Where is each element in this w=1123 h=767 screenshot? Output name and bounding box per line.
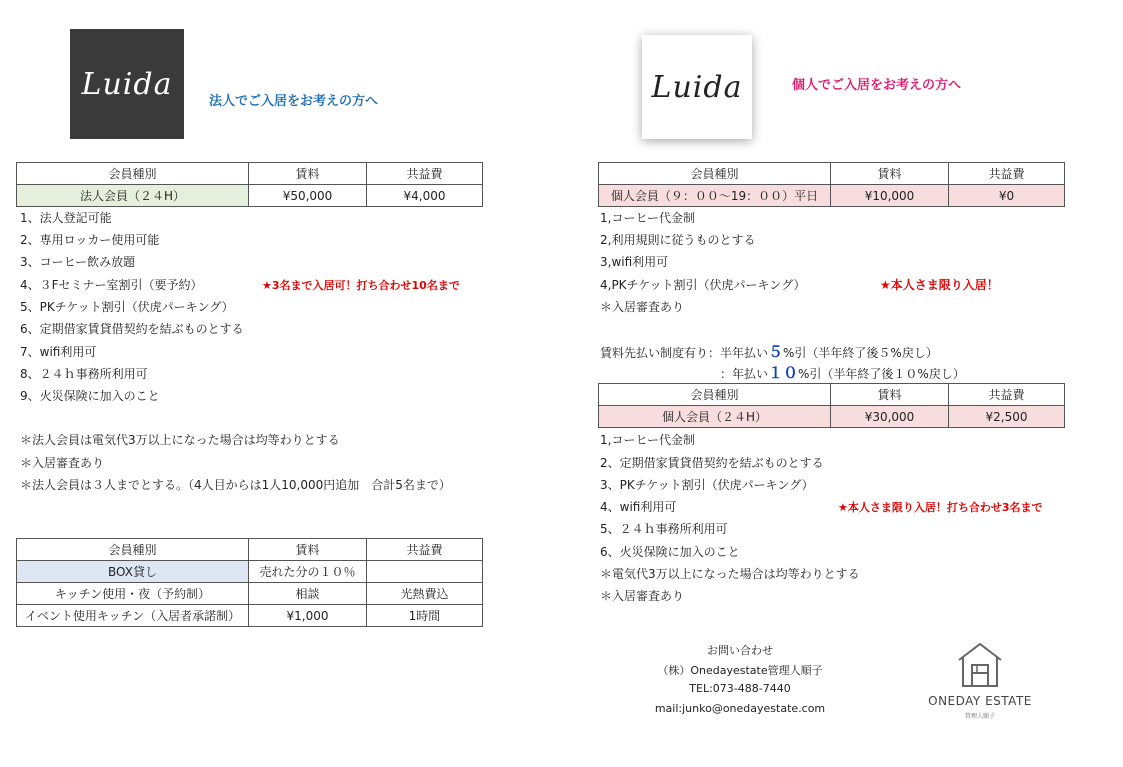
list-item: 7、wifi利用可 [20,345,97,359]
luida-logo-dark [70,29,184,139]
prepay-text: %引（半年終了後５%戻し） [783,346,938,360]
logo-text: Luida [651,69,743,105]
table-row [599,185,1065,207]
header-member-type: 会員種別 [17,539,249,561]
list-item: 1、法人登記可能 [20,211,112,225]
extra-services-table [16,538,483,627]
list-item: 2、専用ロッカー使用可能 [20,233,160,247]
table-header-row [17,539,483,561]
common-fee-cell: ¥0 [949,185,1065,207]
note-line: ＊電気代3万以上になった場合は均等わりとする [600,567,860,581]
brand-sub: 管理人順子 [964,713,995,720]
individual-24h-fee-table [598,383,1065,428]
corporate-heading: 法人でご入居をお考えの方へ [209,94,379,109]
list-item: 2,利用規則に従うものとする [600,233,756,247]
brand-name: ONEDAY ESTATE [928,694,1032,708]
contact-phone: TEL:073-488-7440 [689,682,791,695]
list-item: 3,wifi利用可 [600,255,669,269]
list-item: 6、火災保険に加入のこと [600,545,740,559]
rent-cell: 売れた分の１０％ [249,561,367,583]
rent-cell: ¥50,000 [249,185,367,207]
prepay-number: ５ [768,343,784,361]
list-item: 3、コーヒー飲み放題 [20,255,136,269]
luida-logo-light [642,35,752,139]
house-icon [955,640,1005,690]
rent-cell: 相談 [249,583,367,605]
prepay-line-1 [600,341,938,362]
service-cell: イベント使用キッチン（入居者承諾制） [17,605,249,627]
prepay-line-2 [720,362,965,383]
individual-heading: 個人でご入居をお考えの方へ [792,78,962,93]
header-member-type: 会員種別 [17,163,249,185]
rent-cell: ¥30,000 [831,406,949,428]
header-rent: 賃料 [249,539,367,561]
note-line: ＊法人会員は電気代3万以上になった場合は均等わりとする [20,433,340,447]
member-type-cell: 個人会員（９：００〜19：００）平日 [599,185,831,207]
note-line: ＊入居審査あり [20,456,105,470]
header-common-fee: 共益費 [367,539,483,561]
list-item: 3、PKチケット割引（伏虎パーキング） [600,478,814,492]
prepay-text: %引（半年終了後１０%戻し） [798,367,965,381]
rent-cell: ¥1,000 [249,605,367,627]
list-item: 5、PKチケット割引（伏虎パーキング） [20,300,234,314]
table-row [17,583,483,605]
member-type-cell: 法人会員（２４H） [17,185,249,207]
capacity-note: ★3名まで入居可！打ち合わせ10名まで [262,279,460,292]
individual-fee-table [598,162,1065,207]
list-item: 4、wifi利用可 [600,500,677,514]
logo-text: Luida [81,66,173,102]
corporate-fee-table [16,162,483,207]
note-line: ＊入居審査あり [600,589,685,603]
table-row [17,561,483,583]
list-item: 5、２４ｈ事務所利用可 [600,522,728,536]
service-cell: キッチン使用・夜（予約制） [17,583,249,605]
list-item: 8、２４ｈ事務所利用可 [20,367,148,381]
service-cell: BOX貸し [17,561,249,583]
common-fee-cell: ¥2,500 [949,406,1065,428]
header-rent: 賃料 [831,163,949,185]
table-row [17,605,483,627]
list-item: 1,コーヒー代金制 [600,211,695,225]
table-header-row [599,384,1065,406]
common-fee-cell: 光熱費込 [367,583,483,605]
prepay-number: １０ [768,364,799,382]
table-header-row [599,163,1065,185]
prepay-text: ：年払い [720,367,769,381]
contact-title: お問い合わせ [707,644,773,657]
contact-company: （株）Onedayestate管理人順子 [657,664,823,677]
member-type-cell: 個人会員（２４H） [599,406,831,428]
list-item: 4,PKチケット割引（伏虎パーキング） [600,278,806,292]
list-item: 4、３Fセミナー室割引（要予約） [20,278,203,292]
table-row [17,185,483,207]
note-line: ＊法人会員は３人までとする。（4人目からは1人10,000円追加 合計5名まで） [20,478,451,492]
header-rent: 賃料 [249,163,367,185]
individual-24h-note: ★本人さま限り入居！打ち合わせ3名まで [838,501,1043,514]
header-member-type: 会員種別 [599,384,831,406]
table-header-row [17,163,483,185]
header-rent: 賃料 [831,384,949,406]
common-fee-cell: 1時間 [367,605,483,627]
list-item: 1,コーヒー代金制 [600,433,695,447]
header-common-fee: 共益費 [949,384,1065,406]
rent-cell: ¥10,000 [831,185,949,207]
common-fee-cell [367,561,483,583]
header-common-fee: 共益費 [949,163,1065,185]
list-item: 2、定期借家賃貸借契約を結ぶものとする [600,456,824,470]
list-item: 9、火災保険に加入のこと [20,389,160,403]
common-fee-cell: ¥4,000 [367,185,483,207]
list-item: 6、定期借家賃貸借契約を結ぶものとする [20,322,244,336]
header-member-type: 会員種別 [599,163,831,185]
note-line: ＊入居審査あり [600,300,685,314]
prepay-text: 賃料先払い制度有り：半年払い [600,346,769,360]
individual-only-note: ★本人さま限り入居！ [880,278,999,292]
header-common-fee: 共益費 [367,163,483,185]
table-row [599,406,1065,428]
contact-email: mail:junko@onedayestate.com [654,702,826,715]
